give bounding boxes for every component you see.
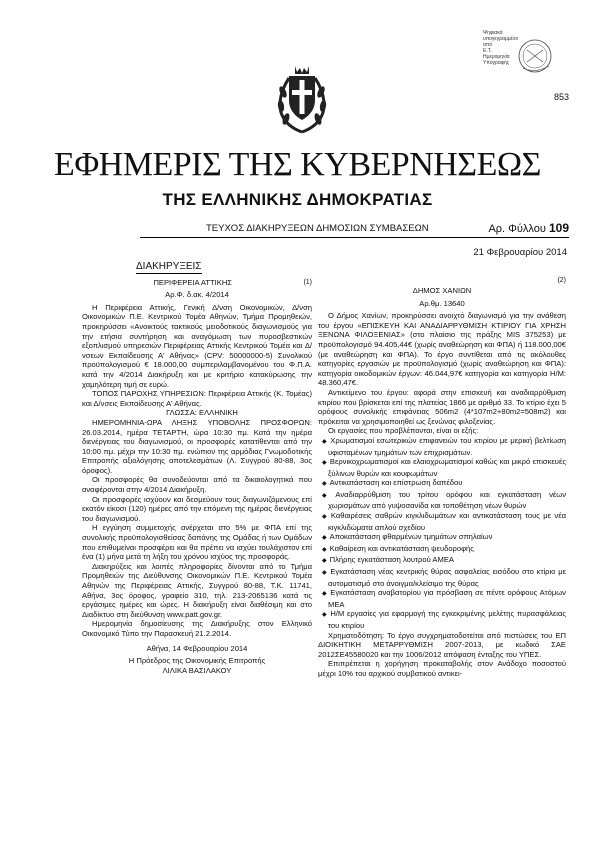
notice-paragraph: Επιπρέπεται η χορήγηση προκαταβολής στον Ανάδοχο ποσοστού μέχρι 10% του αρχικού συμβατικού αντικει- (318, 659, 566, 678)
notice-paragraph: Αντικείμενο του έργου: αφορά στην επισκευή και αναδιαρρύθμιση κτιρίου που βρίσκεται επί της πλατείας 1866 με αριθμό 33. Το κτίριο έχει 5 ορόφους συνολικής επιφάνειας 506m2 (4*107m2+80m2=508m2) και πρόκειται να χρησιμοποιηθεί ως ξενώνας φιλοξενίας. (318, 387, 566, 426)
signature-line: Ψηφιακά (483, 30, 503, 36)
greek-coat-of-arms-icon (275, 62, 329, 134)
list-item: ◆ Εγκατάσταση νέας κεντρικής θύρας ασφαλείας εισόδου στο κτίριο με αυτοματισμό στο άνοιγμα/κλείσιμο της θύρας (318, 567, 566, 588)
notice-paragraph: Ημερομηνία δημοσίευσης της Διακήρυξης στον Ελληνικό Οικονομικό Τύπο την Παρασκευή 21.2.2014. (82, 619, 312, 638)
left-column (82, 262, 312, 675)
page-number: 853 (553, 92, 569, 102)
notice-paragraph: Η Περιφέρεια Αττικής, Γενική Δ/νση Οικονομικών, Δ/νση Οικονομικών Π.Ε. Κεντρικού Τομέα Αθηνών, Τμήμα Προμηθειών, προκηρύσσει «Ανοικτούς τακτικούς μειοδοτικούς διαγωνισμούς για την ετήσια συντήρηση και αναγόμωση των πυροσβεστικών εξοπλισμού υπηρεσιών Περιφέρειας Αττικής Κεντρικού Τομέα και Δ/νσεων Εκπαίδευσης Α' Αθήνας» (CPV: 50000000-5) Συνολικού προϋπολογισμού € 18.000,00 συμπεριλαμβανομένου του Φ.Π.Α. κατά την 4/2014 Διακήρυξη και με κριτήριο κατακύρωσης την χαμηλότερη τιμή σε ευρώ. (82, 302, 312, 389)
list-item: ◆ Η/Μ εργασίες για εφαρμογή της εγκεκριμένης μελέτης πυρασφάλειας του κτιρίου (318, 609, 566, 630)
notice-org: ΔΗΜΟΣ ΧΑΝΙΩΝ (412, 286, 472, 295)
list-item: ◆ Χρωματισμοί εσωτερικών επιφανειών του κτιρίου με μερική βελτίωση υφισταμένων τμημάτων των επιχρισμάτων. (318, 436, 566, 457)
notice-org: ΠΕΡΙΦΕΡΕΙΑ ΑΤΤΙΚΗΣ (153, 277, 232, 287)
gazette-subtitle: ΤΗΣ ΕΛΛΗΝΙΚΗΣ ΔΗΜΟΚΡΑΤΙΑΣ (162, 190, 433, 209)
list-item: ◆ Βερνικοχρωματισμοί και ελαιοχρωματισμοί καθώς και μικρό επισκευές ξύλινων θυρών και κουφωμάτων (318, 457, 566, 478)
notice-paragraph: Διακηρύξεις και λοιπές πληροφορίες δίνονται από το Τμήμα Προμηθειών της Διεύθυνσης Οικονομικών Π.Ε. Κεντρικού Τομέα Αθηνών της Περιφέρειας Αττικής, Συγγρού 80-88, Τ.Κ. 11741, Αθήνα, 3ος όροφος, γραφείο 310, τηλ. 213-2065136 κατά τις εργάσιμες ημέρες και ώρες. Η διακήρυξη είναι διαθέσιμη και στο Διαδίκτυο στη διεύθυνση www.patt.gov.gr. (82, 561, 312, 619)
notice-paragraph: ΓΛΩΣΣΑ: ΕΛΛΗΝΙΚΗ (166, 408, 238, 418)
sheet-number: 109 (548, 221, 569, 235)
gazette-title: ΕΦΗΜΕΡΙΣ ΤΗΣ ΚΥΒΕΡΝΗΣΕΩΣ (54, 146, 541, 183)
notice-ref: Αρ.θμ. 13640 (419, 298, 465, 308)
issue-bar (140, 223, 569, 238)
issue-date: 21 Φεβρουαρίου 2014 (473, 247, 567, 258)
notice-paragraph: Ο Δήμος Χανίων, προκηρύσσει ανοιχτό διαγωνισμό για την ανάθεση του έργου «ΕΠΙΣΚΕΥΗ ΚΑΙ ΑΝΑΔΙΑΡΡΥΘΜΙΣΗ ΚΤΙΡΙΟΥ ΓΙΑ ΧΡΗΣΗ ΞΕΝΩΝΑ ΦΙΛΟΞΕΝΙΑΣ» (στο πλαίσιο της πράξης MIS 375253) με προϋπολογισμό 94.405,44€ (χωρίς αναθεώρηση και ΦΠΑ) ή 118.000,00€ (με αναθεώρηση και ΦΠΑ). Το έργο συντίθεται από τις ακόλουθες κατηγορίες εργασιών με προϋπολογισμό (χωρίς αναθεώρηση και ΦΠΑ): κατηγορία οικοδομικών έργων: 46.044,97€ κατηγορία και κατηγορία Η/Μ: 48.360,47€. (318, 311, 566, 388)
section-title: ΔΙΑΚΗΡΥΞΕΙΣ (136, 261, 202, 272)
list-item: ◆ Καθαίρεση και αντικατάσταση ψευδοροφής (318, 544, 566, 556)
notice-paragraph: Χρηματοδότηση: Το έργο συγχρηματοδοτείται από πιστώσεις του ΕΠ ΔΙΟΙΚΗΤΙΚΗ ΜΕΤΑΡΡΥΘΜΙΣΗ 2007-2013, με κωδικό ΣΑΕ 2012ΣΕ45580020 και την 1006/2012 απόφαση ένταξης του ΥΠΕΣ. (318, 630, 566, 659)
notice-number: (1) (303, 278, 312, 286)
sheet-label: Αρ. Φύλλου (488, 223, 546, 235)
signature-text (483, 30, 518, 66)
list-item: ◆ Εγκατάσταση αναβατορίου για πρόσβαση σε πέντε ορόφους Ατόμων ΜΕΑ (318, 588, 566, 609)
signatory-name: ΛΙΛΙΚΑ ΒΑΣΙΛΑΚΟΥ (162, 665, 232, 675)
notice-paragraph: Οι προσφορές θα συνοδεύονται από τα δικαιολογητικά που αναφέρονται στην 4/2014 Διακήρυξη. (82, 475, 312, 495)
signature-line: από (483, 42, 493, 48)
signature-line: Ε.Τ. (483, 48, 492, 54)
signature-line: υπογεγραμμένο (483, 36, 519, 42)
digital-signature-stamp (483, 28, 565, 86)
right-column (318, 262, 566, 679)
sheet-number-label (488, 221, 569, 235)
list-item: ◆ Πλήρης εγκατάσταση λουτρού ΑΜΕΑ (318, 555, 566, 567)
list-item: ◆ Αποκατάσταση φθαρμένων τμημάτων σπηλαίων (318, 532, 566, 544)
notice-ref: Αρ.Φ. δ.ακ. 4/2014 (165, 290, 229, 300)
signatory-role: Η Πρόεδρος της Οικονομικής Επιτροπής (128, 656, 266, 666)
signature-line: Υπογραφής (483, 60, 510, 66)
notice-paragraph: Οι προσφορές ισχύουν και δεσμεύουν τους διαγωνιζόμενους επί εκατόν είκοσι (120) ημέρες από την επόμενη της ημέρας διενέργειας του διαγωνισμού. (82, 494, 312, 523)
list-item: ◆ Αντικατάσταση και επίστρωση δαπέδου (318, 478, 566, 490)
list-item: ◆ Καθαιρέσεις σαθρών κιγκλιδωμάτων και αντικατάσταση τους με νέα κιγκλιδώματα απλού σχεδίου (318, 511, 566, 532)
notice-paragraph: ΗΜΕΡΟΜΗΝΙΑ-ΩΡΑ ΛΗΞΗΣ ΥΠΟΒΟΛΗΣ ΠΡΟΣΦΟΡΩΝ: 26.03.2014, ημέρα ΤΕΤΑΡΤΗ, ώρα 10:30 πμ. Κατά την ημέρα διενέργειας του διαγωνισμού, οι προσφορές κατατίθενται από την 10:00 πμ. μέχρι την 10:30 πμ. ενώπιον της αρμόδιας Γνωμοδοτικής Επιτροπής αξιολόγησης αποτελεσμάτων (Λ. Συγγρού 80-88, 3ος όροφος). (82, 417, 312, 475)
notice-paragraph: Οι εργασίες που προβλέπονται, είναι οι εξής: (328, 426, 479, 436)
notice-paragraph: Η εγγύηση συμμετοχής ανέρχεται στο 5% με ΦΠΑ επί της συνολικής προϋπολογισθείσας δαπάνης της Ομάδας ή των Ομάδων που επιθυμείναι προσφέρει και θα πρέπει να ισχύει τουλάχιστον επί ένα (1) μήνα μετά τη λήξη του χρόνου ισχύος της προσφοράς. (82, 523, 312, 562)
issue-type: ΤΕΥΧΟΣ ΔΙΑΚΗΡΥΞΕΩΝ ΔΗΜΟΣΙΩΝ ΣΥΜΒΑΣΕΩΝ (206, 223, 429, 234)
place-date: Αθήνα, 14 Φεβρουαρίου 2014 (146, 643, 248, 653)
signature-line: Ημερομηνία (483, 54, 510, 60)
list-item: ◆ Αναδιαρρύθμιση του τρίτου ορόφου και εγκατάσταση νέων χωρισμάτων από γυψοσανίδα και τοποθέτηση νέων θυρών (318, 490, 566, 511)
notice-number: (2) (557, 277, 566, 284)
notice-paragraph: ΤΟΠΟΣ ΠΑΡΟΧΗΣ ΥΠΗΡΕΣΙΩΝ: Περιφέρεια Αττικής (Κ. Τομέας) και Δ/νσεις Εκπαίδευσης Α' Αθήνας. (82, 389, 312, 408)
